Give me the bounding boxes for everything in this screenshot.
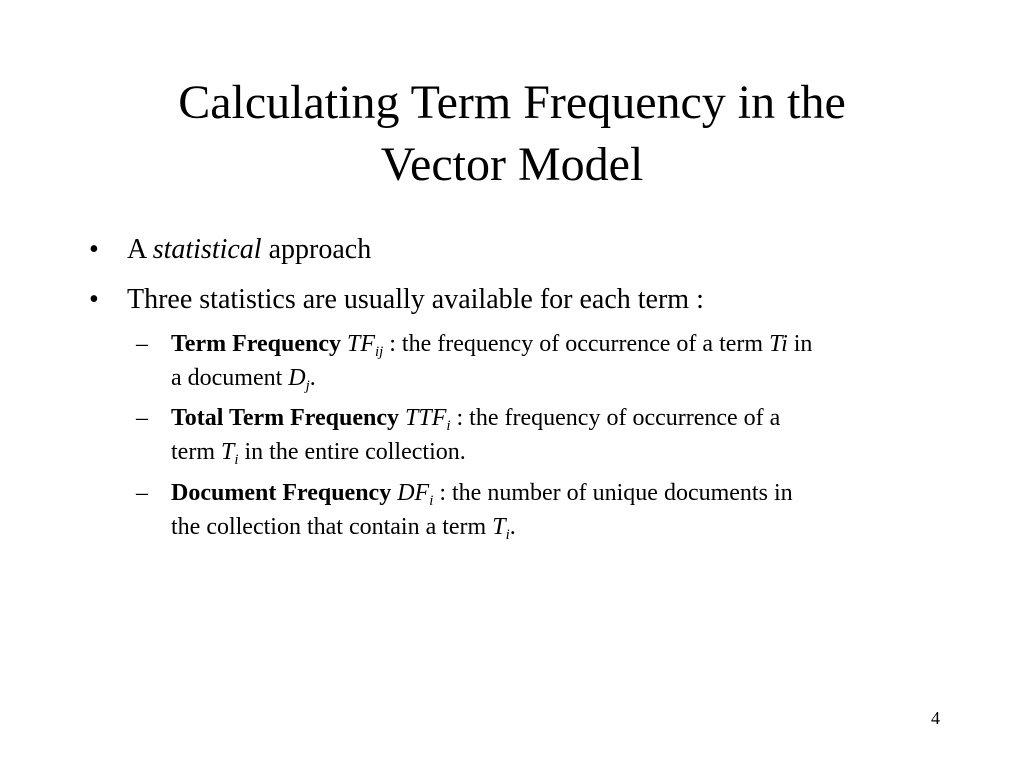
term-variable: Ti <box>769 331 788 357</box>
term-name: Term Frequency <box>171 331 341 357</box>
term-variable: $T_i$ <box>492 514 510 544</box>
term-symbol: $TF_{ij}$ <box>346 331 384 361</box>
page-number: 4 <box>931 708 940 728</box>
term-description-line-2: a document <box>171 365 289 391</box>
term-variable: $D_j$ <box>288 365 310 395</box>
bullet-text: Three statistics are usually available for each term : <box>127 284 704 315</box>
term-description: : the frequency of occurrence of a term <box>383 331 770 357</box>
bullet-text-start: A <box>127 234 153 265</box>
term-name: Total Term Frequency <box>171 405 400 431</box>
term-variable: $T_i$ <box>220 439 239 469</box>
slide-title-line-2: Vector Model <box>380 138 644 191</box>
bullet-italic-word: statistical <box>152 234 262 265</box>
bullet-text-end: approach <box>261 234 372 265</box>
term-description-line-2: term <box>171 439 221 465</box>
term-description-line-2: the collection that contain a term <box>171 514 493 540</box>
term-description-end: in the entire collection. <box>238 439 466 465</box>
slide-title-line-1: Calculating Term Frequency in the <box>178 76 846 129</box>
term-symbol: $DF_i$ <box>397 480 434 510</box>
sub-bullet-marker: – <box>136 405 148 431</box>
term-description-end: . <box>509 514 516 540</box>
sub-bullet-text <box>171 476 941 544</box>
term-description-end: in <box>787 331 813 357</box>
term-symbol: $TTF_i$ <box>405 405 451 435</box>
bullet-marker: • <box>89 284 99 315</box>
sub-bullet-text <box>171 401 941 469</box>
bullet-text <box>127 233 927 267</box>
term-name: Document Frequency <box>171 480 392 506</box>
term-description: : the frequency of occurrence of a <box>450 405 781 431</box>
term-description: : the number of unique documents in <box>433 480 793 506</box>
sub-bullet-text <box>171 327 941 395</box>
sub-bullet-marker: – <box>136 331 148 357</box>
sub-bullet-marker: – <box>136 480 148 506</box>
term-description-end: . <box>309 365 316 391</box>
bullet-marker: • <box>89 234 99 265</box>
